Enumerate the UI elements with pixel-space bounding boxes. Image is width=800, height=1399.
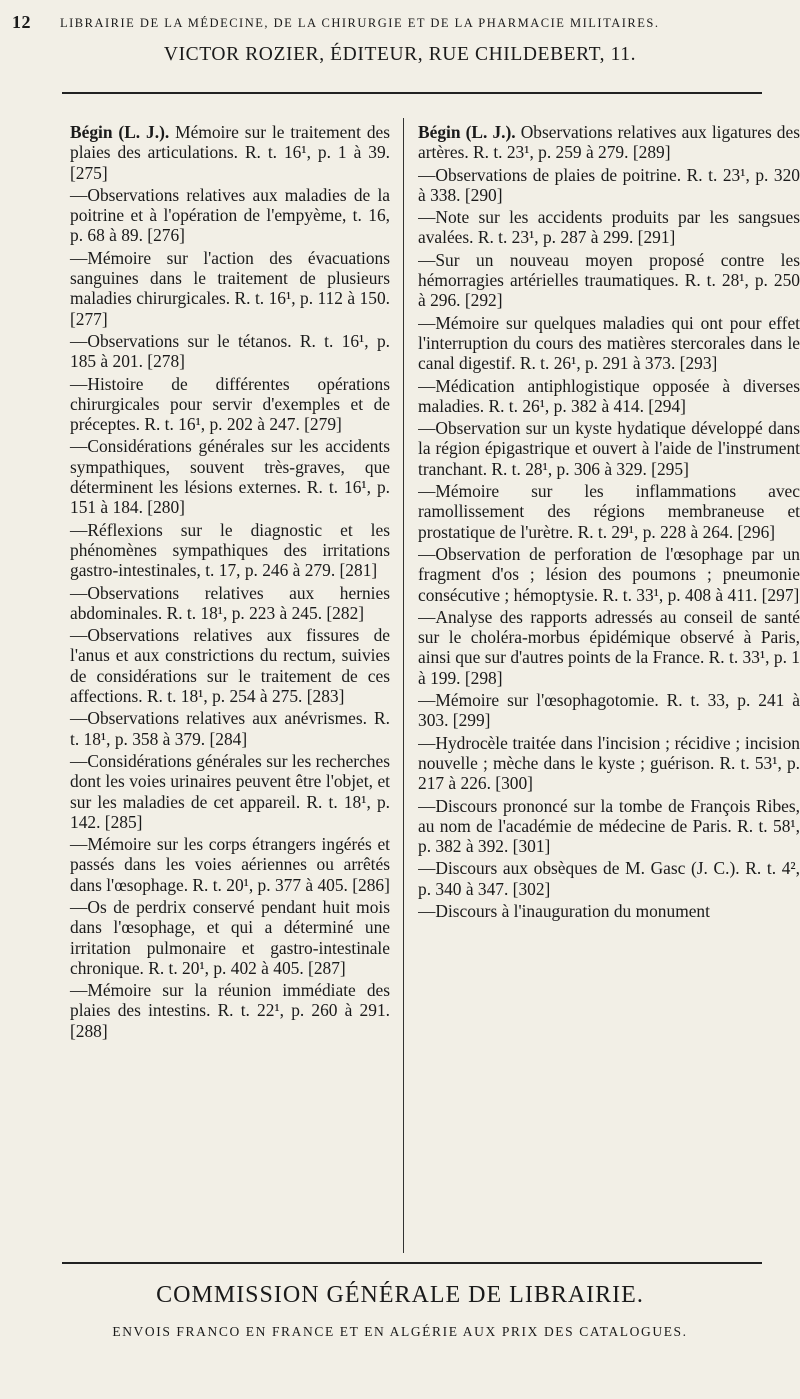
page-number: 12 — [12, 12, 31, 32]
bibliography-entry — [418, 122, 800, 163]
entry-text: —Histoire de différentes opérations chirurgicales pour servir d'exemples et de préceptes. R. t. 16¹, p. 202 à 247. [279] — [70, 373, 390, 435]
header-rule — [62, 92, 762, 94]
bibliography-entry — [418, 165, 800, 206]
footer-title: COMMISSION GÉNÉRALE DE LIBRAIRIE. — [156, 1282, 644, 1308]
entry-text: —Considérations générales sur les recherches dont les voies urinaires peuvent être l'objet, et sur les maladies de cet appareil. R. t. 18¹, p. 142. [285] — [70, 750, 390, 832]
bibliography-entry — [70, 751, 390, 832]
bibliography-entry — [418, 207, 800, 248]
bibliography-entry — [418, 733, 800, 794]
bibliography-entry — [70, 583, 390, 624]
bibliography-entry — [70, 708, 390, 749]
bibliography-entry — [70, 520, 390, 581]
bibliography-entry — [70, 248, 390, 329]
bibliography-entry — [418, 901, 800, 921]
bibliography-entry — [418, 858, 800, 899]
bibliography-entry — [418, 250, 800, 311]
entry-text: Observations relatives aux ligatures des artères. R. t. 23¹, p. 259 à 279. [289] — [418, 122, 800, 163]
bibliography-entry — [418, 544, 800, 605]
entry-text: —Observation de perforation de l'œsophage par un fragment d'os ; lésion des poumons ; pneumonie consécutive ; hémoptysie. R. t. 33¹, p. 408 à 411. [297] — [418, 543, 800, 605]
footer-rule — [62, 1262, 762, 1264]
bibliography-entry — [70, 436, 390, 517]
entry-text: —Discours à l'inauguration du monument — [418, 900, 710, 921]
entry-text: —Mémoire sur les corps étrangers ingérés et passés dans les voies aériennes ou arrêtés dans l'œsophage. R. t. 20¹, p. 377 à 405. [286] — [70, 834, 390, 895]
bibliography-entry — [70, 625, 390, 706]
entry-text: —Observations relatives aux fissures de l'anus et aux constrictions du rectum, suivies de considérations sur le traitement de ces affections. R. t. 18¹, p. 254 à 275. [283] — [70, 625, 390, 707]
entry-author: Bégin (L. J.). — [418, 122, 516, 142]
bibliography-entry — [70, 331, 390, 372]
entry-text: —Note sur les accidents produits par les sangsues avalées. R. t. 23¹, p. 287 à 299. [291] — [418, 207, 800, 248]
entry-text: —Observations relatives aux maladies de la poitrine et à l'opération de l'empyème, t. 16, p. 68 à 89. [276] — [70, 184, 390, 246]
entry-text: —Observations relatives aux anévrismes. R. t. 18¹, p. 358 à 379. [284] — [70, 708, 390, 749]
entry-text: —Mémoire sur quelques maladies qui ont pour effet l'interruption du cours des matières stercorales dans le canal digestif. R. t. 26¹, p. 291 à 373. [293] — [418, 312, 800, 374]
bibliography-entry — [418, 607, 800, 688]
publisher-line: VICTOR ROZIER, ÉDITEUR, RUE CHILDEBERT, 11. — [163, 44, 637, 65]
bibliography-entry — [70, 834, 390, 895]
bibliography-entry — [418, 481, 800, 542]
entry-text: —Observations sur le tétanos. R. t. 16¹, p. 185 à 201. [278] — [70, 330, 390, 372]
entry-text: —Sur un nouveau moyen proposé contre les hémorragies artérielles traumatiques. R. t. 28¹, p. 250 à 296. [292] — [418, 249, 800, 311]
entry-text: —Analyse des rapports adressés au conseil de santé sur le choléra-morbus épidémique observé à Paris, ainsi que sur d'autres points de la France. R. t. 33¹, p. 1 à 199. [298] — [418, 606, 800, 688]
entry-text: —Observations relatives aux hernies abdominales. R. t. 18¹, p. 223 à 245. [282] — [70, 582, 390, 623]
entry-text: —Os de perdrix conservé pendant huit mois dans l'œsophage, et qui a déterminé une irritation pulmonaire et gastro-intestinale chronique. R. t. 20¹, p. 402 à 405. [287] — [70, 896, 390, 978]
footer-subtitle: ENVOIS FRANCO EN FRANCE ET EN ALGÉRIE AUX PRIX DES CATALOGUES. — [112, 1324, 688, 1339]
bibliography-entry — [70, 185, 390, 246]
entry-text: —Observation sur un kyste hydatique développé dans la région épigastrique et ouvert à l'aide de l'instrument tranchant. R. t. 28¹, p. 306 à 329. [295] — [418, 418, 800, 479]
entry-text: —Médication antiphlogistique opposée à diverses maladies. R. t. 26¹, p. 382 à 414. [294] — [418, 375, 800, 416]
entry-author: Bégin (L. J.). — [70, 122, 170, 142]
entry-text: —Réflexions sur le diagnostic et les phénomènes sympathiques des irritations gastro-intestinales, t. 17, p. 246 à 279. [281] — [70, 519, 390, 581]
column-divider — [403, 118, 404, 1253]
entry-text: Mémoire sur le traitement des plaies des articulations. R. t. 16¹, p. 1 à 39. [275] — [70, 122, 390, 183]
entry-text: —Mémoire sur les inflammations avec ramollissement des régions membraneuse et prostatique de l'urètre. R. t. 29¹, p. 228 à 264. [296] — [418, 481, 800, 542]
right-column — [418, 122, 800, 923]
bibliography-entry — [70, 897, 390, 978]
entry-text: —Mémoire sur l'œsophagotomie. R. t. 33, p. 241 à 303. [299] — [418, 690, 800, 731]
bibliography-entry — [418, 376, 800, 417]
entry-text: —Hydrocèle traitée dans l'incision ; récidive ; incision nouvelle ; mèche dans le kyste ; guérison. R. t. 53¹, p. 217 à 226. [300] — [418, 732, 800, 794]
entry-text: —Discours aux obsèques de M. Gasc (J. C.). R. t. 4², p. 340 à 347. [302] — [418, 858, 800, 899]
bibliography-entry — [70, 980, 390, 1041]
bibliography-entry — [70, 374, 390, 435]
left-column — [70, 122, 390, 1043]
entry-text: —Observations de plaies de poitrine. R. t. 23¹, p. 320 à 338. [290] — [418, 164, 800, 205]
bibliography-entry — [418, 418, 800, 479]
entry-text: —Mémoire sur la réunion immédiate des plaies des intestins. R. t. 22¹, p. 260 à 291. [288] — [70, 980, 390, 1041]
running-head: LIBRAIRIE DE LA MÉDECINE, DE LA CHIRURGIE ET DE LA PHARMACIE MILITAIRES. — [60, 16, 660, 30]
entry-text: —Mémoire sur l'action des évacuations sanguines dans le traitement de plusieurs maladies chirurgicales. R. t. 16¹, p. 112 à 150. [277] — [70, 247, 390, 329]
entry-text: —Discours prononcé sur la tombe de François Ribes, au nom de l'académie de médecine de Paris. R. t. 58¹, p. 382 à 392. [301] — [418, 795, 800, 857]
page-header — [0, 0, 800, 90]
bibliography-entry — [418, 796, 800, 857]
bibliography-entry — [418, 313, 800, 374]
entry-text: —Considérations générales sur les accidents sympathiques, souvent très-graves, que déterminent les lésions externes. R. t. 16¹, p. 151 à 184. [280] — [70, 436, 390, 518]
bibliography-entry — [418, 690, 800, 731]
bibliography-entry — [70, 122, 390, 183]
